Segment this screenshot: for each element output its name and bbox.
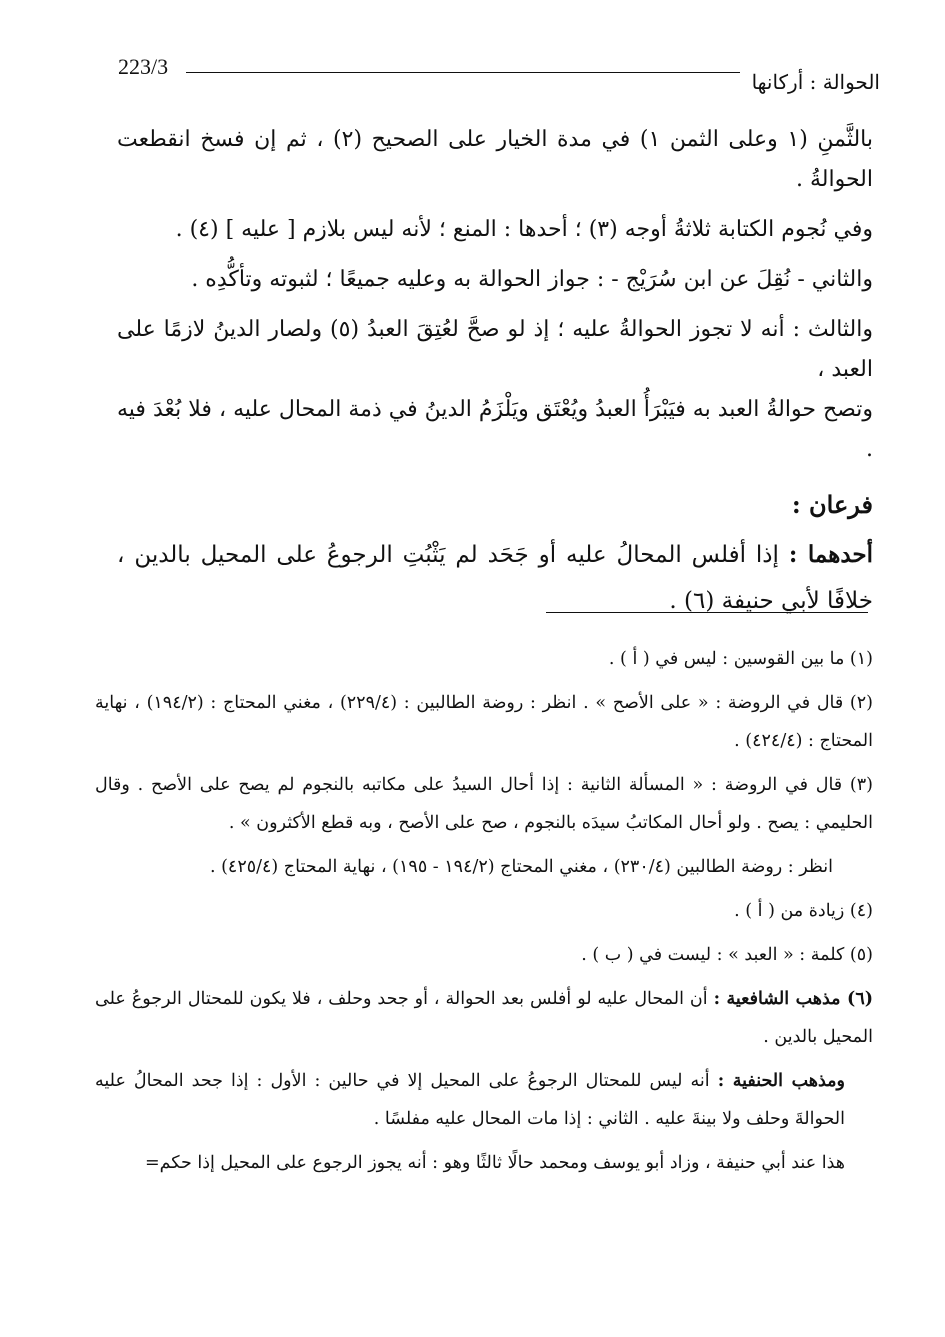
first-branch-label: أحدهما :	[788, 541, 874, 568]
footnote-6-text: أن المحال عليه لو أفلس بعد الحوالة ، أو جحد وحلف ، فلا يكون للمحتال الرجوعُ على المحيل بالدين .	[95, 989, 873, 1047]
footnote-4: (٤) زيادة من ( أ ) .	[734, 901, 873, 921]
branches-heading: فرعان :	[791, 490, 873, 519]
first-branch-text: إذا أفلس المحالُ عليه أو جَحَد لم يَثْبُتِ الرجوعُ على المحيل بالدين ، خلافًا لأبي حنيفة (٦) .	[117, 542, 873, 614]
running-title: الحوالة : أركانها	[751, 70, 880, 94]
hanafi-label: ومذهب الحنفية :	[717, 1071, 845, 1091]
first-branch	[117, 532, 873, 624]
hanafi-text: أنه ليس للمحتال الرجوعُ على المحيل إلا في حالين : الأول : إذا جحد المحالُ عليه الحوالةَ وحلف ولا بينةَ عليه . الثاني : إذا مات المحال عليه مفلسًا .	[95, 1071, 845, 1129]
paragraph-1: بالثَّمنِ (١ وعلى الثمن ١) في مدة الخيار على الصحيح (٢) ، ثم إن فسخ انقطعت الحوالةُ .	[117, 127, 873, 192]
footnote-continuation: هذا عند أبي حنيفة ، وزاد أبو يوسف ومحمد حالًا ثالثًا وهو : أنه يجوز الرجوع على المحيل إذا حكم=	[145, 1153, 845, 1173]
footnote-3-reference: انظر : روضة الطالبين (٢٣٠/٤) ، مغني المحتاج (١٩٤/٢ - ١٩٥) ، نهاية المحتاج (٤٢٥/٤) .	[209, 857, 833, 877]
header-rule	[186, 72, 740, 73]
footnotes	[95, 640, 873, 1188]
paragraph-5: وتصح حوالةُ العبد به فيَبْرَأُ العبدُ ويُعْتَق ويَلْزَمُ الدينُ في ذمة المحال عليه ، فلا بُعْدَ فيه .	[117, 397, 873, 462]
footnote-5: (٥) كلمة : « العبد » : ليست في ( ب ) .	[581, 945, 873, 965]
paragraph-3: والثاني - نُقِلَ عن ابن سُرَيْج - : جواز الحوالة به وعليه جميعًا ؛ لثبوته وتأكُّدِه .	[191, 267, 873, 292]
footnote-separator	[546, 612, 868, 613]
footnote-6	[95, 980, 873, 1056]
footnote-6-label: (٦) مذهب الشافعية :	[713, 989, 873, 1009]
paragraph-2: وفي نُجوم الكتابة ثلاثةُ أوجه (٣) ؛ أحدها : المنع ؛ لأنه ليس بلازم [ عليه ] (٤) .	[175, 217, 873, 242]
hanafi-note	[95, 1062, 873, 1138]
page-number: 223/3	[118, 54, 169, 79]
paragraph-4: والثالث : أنه لا تجوز الحوالةُ عليه ؛ إذ لو صحَّ لعُتِقَ العبدُ (٥) ولصار الدينُ لازمًا على العبد ،	[117, 317, 873, 382]
footnote-3: (٣) قال في الروضة : « المسألة الثانية : إذا أحال السيدُ على مكاتبه بالنجوم لم يصح على الأصح . وقال الحليمي : يصح . ولو أحال المكاتبُ سيدَه بالنجوم ، صح على الأصح ، وبه قطع الأكثرون » .	[95, 775, 873, 833]
footnote-1: (١) ما بين القوسين : ليس في ( أ ) .	[608, 649, 873, 669]
main-text	[117, 120, 873, 624]
page-header	[108, 50, 880, 98]
footnote-2: (٢) قال في الروضة : « على الأصح » . انظر : روضة الطالبين : (٢٢٩/٤) ، مغني المحتاج : (١٩٤/٢) ، نهاية المحتاج : (٤٢٤/٤) .	[95, 693, 873, 751]
